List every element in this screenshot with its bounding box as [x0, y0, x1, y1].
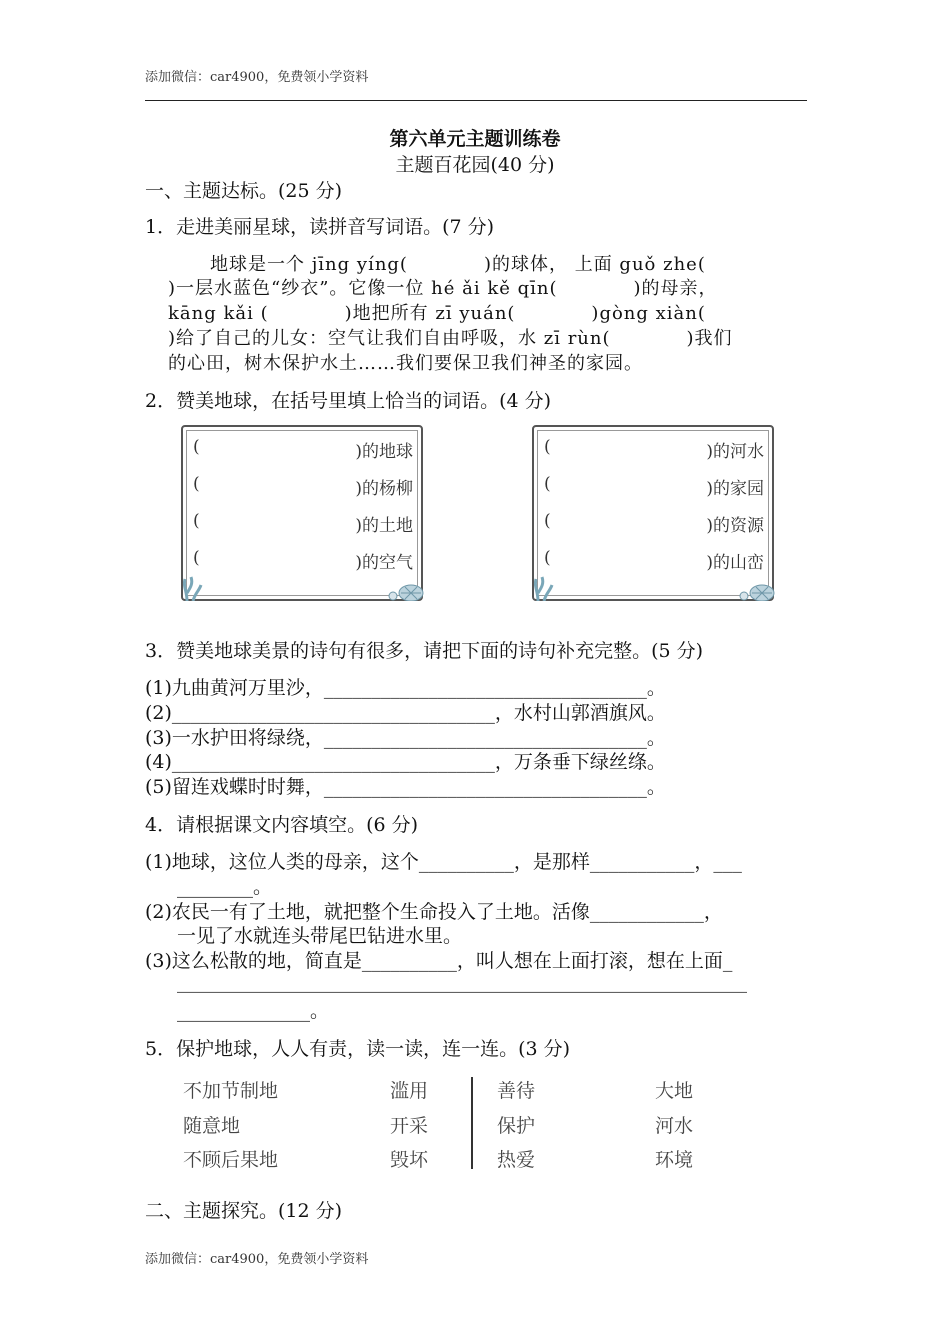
q2-prompt: 2．赞美地球，在括号里填上恰当的词语。(4 分): [145, 390, 552, 412]
coral-icon: [530, 573, 560, 601]
header-rule: [145, 100, 807, 101]
q1-line-5: 的心田，树木保护水土……我们要保卫我们神圣的家园。: [168, 353, 643, 374]
q1-prompt: 1．走进美丽星球，读拼音写词语。(7 分): [145, 216, 495, 238]
q3-line-4: (4)__________________________________，万条垂下绿丝绦。: [145, 751, 666, 773]
q4-line-4: 一见了水就连头带尾巴钻进水里。: [177, 925, 463, 947]
q4-line-1: (1)地球，这位人类的母亲，这个__________，是那样___________，___: [145, 851, 742, 873]
q5-col3-item: 善待: [497, 1080, 536, 1102]
q5-col2-item: 开采: [390, 1115, 429, 1137]
q2-left-box: ( )的地球 ( )的杨柳 ( )的土地 ( )的空气: [181, 425, 423, 601]
section1-heading: 一、主题达标。(25 分): [145, 180, 343, 202]
page-subtitle: 主题百花园(40 分): [395, 154, 555, 176]
q4-line-7: ______________。: [177, 1000, 330, 1022]
header-watermark: 添加微信：car4900，免费领小学资料: [145, 70, 369, 85]
q4-line-2: ________。: [177, 876, 273, 898]
q5-col2-item: 毁坏: [390, 1149, 429, 1171]
q4-line-5: (3)这么松散的地，简直是__________，叫人想在上面打滚，想在上面_: [145, 950, 733, 972]
q5-col1-item: 不加节制地: [183, 1080, 279, 1102]
q3-line-1: (1)九曲黄河万里沙，__________________________________。: [145, 677, 666, 699]
q3-line-2: (2)__________________________________，水村山郭酒旗风。: [145, 702, 666, 724]
q3-prompt: 3．赞美地球美景的诗句有很多，请把下面的诗句补充完整。(5 分): [145, 640, 704, 662]
shell-icon: [736, 579, 776, 601]
q1-line-1: 地球是一个 jīng yíng( )的球体， 上面 guǒ zhe(: [210, 254, 706, 275]
q2-right-box: ( )的河水 ( )的家园 ( )的资源 ( )的山峦: [532, 425, 774, 601]
q5-col1-item: 随意地: [183, 1115, 241, 1137]
q3-line-5: (5)留连戏蝶时时舞，__________________________________。: [145, 776, 666, 798]
page-title: 第六单元主题训练卷: [389, 128, 561, 150]
q4-line-3: (2)农民一有了土地，就把整个生命投入了土地。活像____________，: [145, 901, 723, 923]
footer-watermark: 添加微信：car4900，免费领小学资料: [145, 1252, 369, 1267]
q4-line-6: ____________________________________________________________: [177, 971, 747, 993]
q4-prompt: 4．请根据课文内容填空。(6 分): [145, 814, 419, 836]
shell-icon: [385, 579, 425, 601]
q1-line-4: )给了自己的儿女：空气让我们自由呼吸，水 zī rùn( )我们: [168, 328, 733, 349]
q5-prompt: 5．保护地球，人人有责，读一读，连一连。(3 分): [145, 1038, 571, 1060]
q5-col4-item: 环境: [655, 1149, 694, 1171]
q5-col4-item: 大地: [655, 1080, 694, 1102]
q5-col3-item: 保护: [497, 1115, 536, 1137]
q1-line-3: kāng kǎi ( )地把所有 zī yuán( )gòng xiàn(: [168, 303, 706, 324]
q5-col3-item: 热爱: [497, 1149, 536, 1171]
q5-col4-item: 河水: [655, 1115, 694, 1137]
q1-line-2: )一层水蓝色“纱衣”。它像一位 hé ǎi kě qīn( )的母亲，: [168, 278, 718, 299]
q5-col1-item: 不顾后果地: [183, 1149, 279, 1171]
coral-icon: [179, 573, 209, 601]
q5-divider: [471, 1077, 473, 1169]
q5-col2-item: 滥用: [390, 1080, 429, 1102]
section2-heading: 二、主题探究。(12 分): [145, 1200, 343, 1222]
q3-line-3: (3)一水护田将绿绕，__________________________________。: [145, 727, 666, 749]
